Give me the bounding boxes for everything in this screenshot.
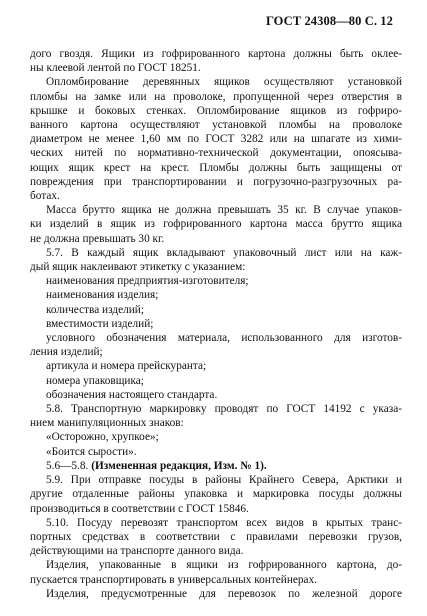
text-line: крышке и боковых стенках. Опломбирование ящиков из гофриро-	[30, 104, 402, 117]
text-line: дого гвоздя. Ящики из гофрированного картона должны быть оклее-	[30, 48, 402, 60]
text-line: пломбы на замке или на проволоке, пропущенной через отверстия в	[30, 90, 402, 103]
text-line: 5.10. Посуду перевозят транспортом всех видов в крытых транс-	[46, 516, 402, 529]
amendment-range: 5.6—5.8.	[46, 459, 89, 472]
text-line: наименования предприятия-изготовителя;	[46, 275, 249, 288]
text-line: ванного картона осуществляют установкой пломбы на проволоке	[30, 119, 402, 132]
text-line: диаметром не менее 1,60 мм по ГОСТ 3282 или на шпагате из хими-	[30, 133, 402, 146]
text-line: пускается транспортировать в универсальных контейнерах.	[30, 573, 318, 586]
text-line: 5.9. При отправке посуды в районы Крайнего Севера, Арктики и	[46, 474, 402, 487]
text-line: «Осторожно, хрупкое»;	[46, 431, 159, 444]
text-line: ления изделий;	[30, 346, 103, 359]
text-line: «Боится сырости».	[46, 445, 137, 458]
text-line: портных средствах в соответствии с правилами перевозки грузов,	[30, 530, 402, 543]
text-line: Изделия, предусмотренные для перевозок по железной дороге	[46, 587, 402, 600]
amendment-label: (Измененная редакция, Изм. № 1).	[91, 459, 267, 472]
text-line: 5.8. Транспортную маркировку проводят по ГОСТ 14192 с указа-	[46, 403, 402, 416]
text-line: номера упаковщика;	[46, 374, 144, 387]
amendment-note	[30, 459, 402, 473]
body-text	[30, 47, 402, 601]
text-line: ки изделий в ящик из гофрированного картона масса брутто ящика	[30, 218, 402, 231]
text-line: повреждения при транспортировании и погрузочно-разгрузочных ра-	[30, 175, 402, 188]
text-line: наименования изделия;	[46, 289, 159, 302]
text-line: ны клеевой лентой по ГОСТ 18251.	[30, 62, 201, 75]
text-line: 5.7. В каждый ящик вкладывают упаковочный лист или на каж-	[46, 246, 402, 259]
text-line: вместимости изделий;	[46, 317, 154, 330]
text-line: дый ящик наклеивают этикетку с указанием:	[30, 261, 246, 274]
text-line: производиться в соответствии с ГОСТ 15846.	[30, 502, 249, 515]
text-line: условного обозначения материала, использованного для изготов-	[46, 332, 402, 345]
text-line: другие отдаленные районы упаковка и маркировка посуды должны	[30, 488, 402, 501]
text-line: нием манипуляционных знаков:	[30, 417, 184, 430]
text-line: Масса брутто ящика не должна превышать 35 кг. В случае упаков-	[46, 204, 402, 217]
text-line: артикула и номера прейскуранта;	[46, 360, 207, 373]
page-header: ГОСТ 24308—80 С. 12	[265, 14, 393, 28]
text-line: Опломбирование деревянных ящиков осуществляют установкой	[46, 76, 402, 89]
text-line: Изделия, упакованные в ящики из гофрированного картона, до-	[46, 559, 402, 572]
text-line: ющих ящик крест на крест. Пломбы должны быть защищены от	[30, 161, 402, 174]
text-line: обозначения настоящего стандарта.	[46, 388, 218, 401]
text-line: количества изделий;	[46, 303, 144, 316]
text-line: ческих нитей по нормативно-технической документации, опоясыва-	[30, 147, 402, 160]
text-line: не должна превышать 30 кг.	[30, 232, 165, 245]
text-line: ботах.	[30, 190, 60, 203]
text-line: действующими на транспорте данного вида.	[30, 545, 244, 558]
